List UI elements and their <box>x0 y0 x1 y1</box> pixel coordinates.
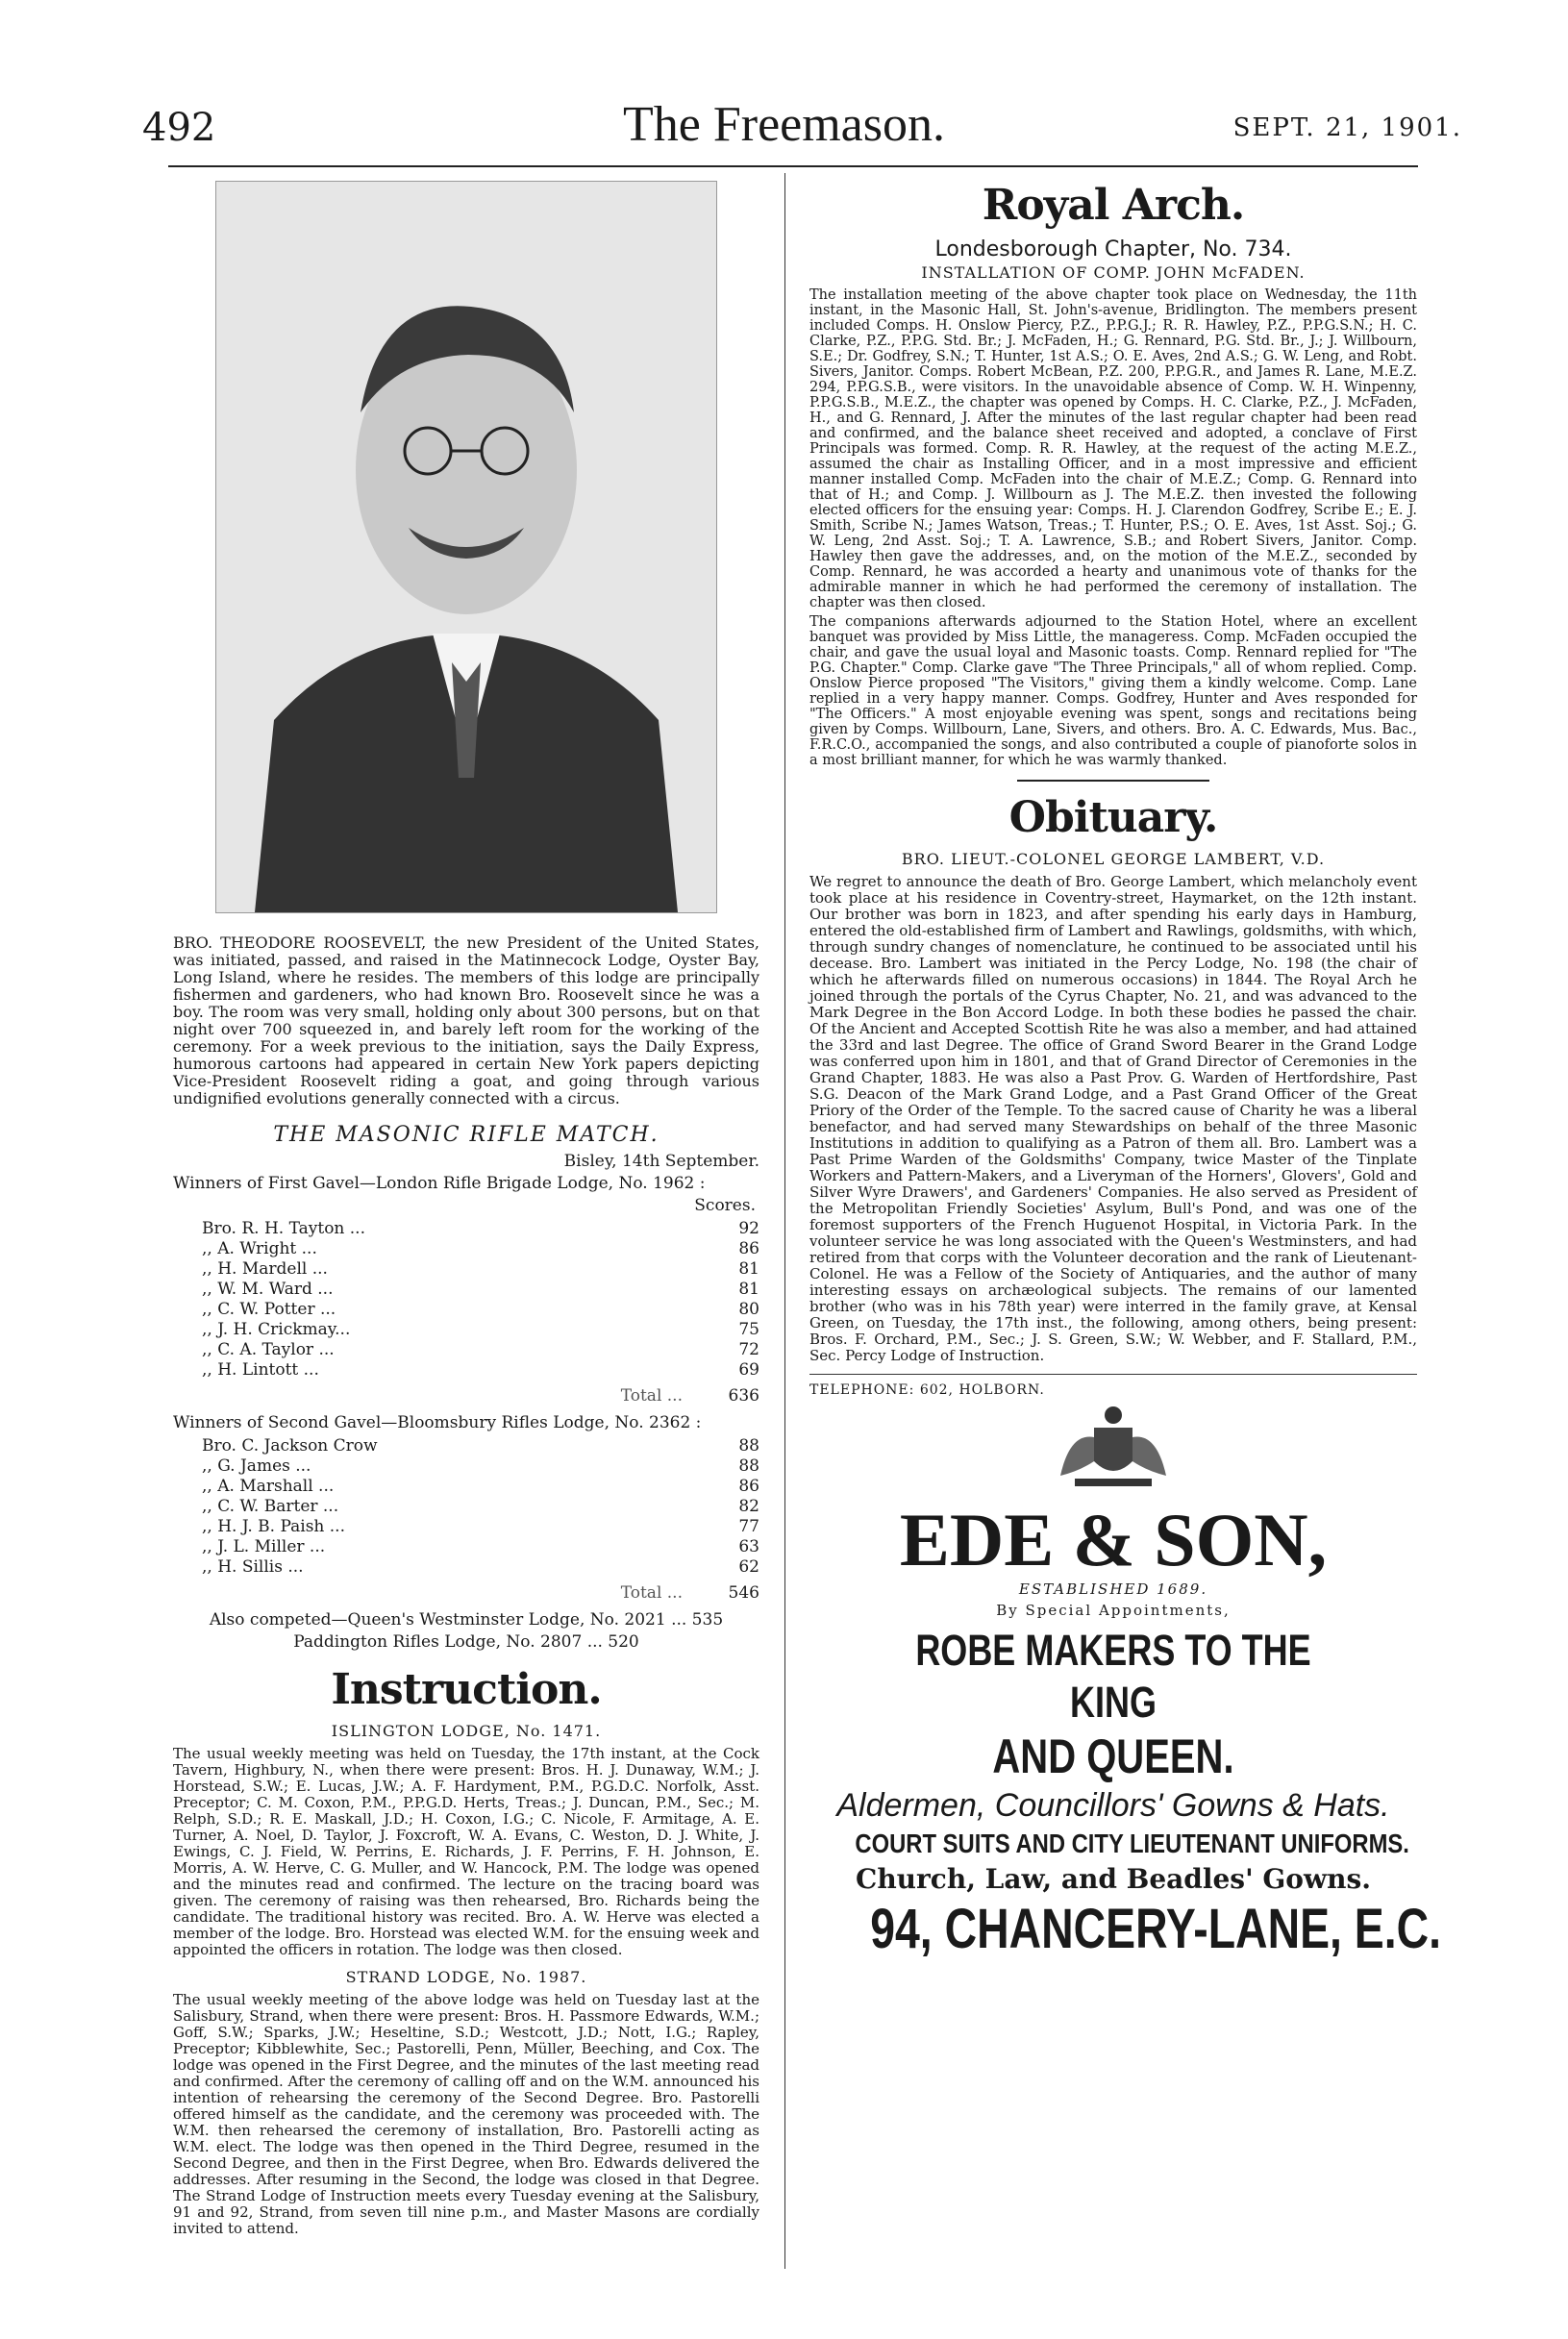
first-gavel-list <box>173 1219 759 1406</box>
score-row <box>173 1557 759 1578</box>
ad-and-queen: AND QUEEN. <box>992 1729 1234 1783</box>
shooter-name: ,, C. W. Potter ... <box>202 1300 336 1319</box>
also-competed-1: Also competed—Queen's Westminster Lodge, No. 2021 ... 535 <box>209 1610 724 1630</box>
score-row <box>173 1517 759 1537</box>
newspaper-title: The Freemason. <box>622 97 945 152</box>
islington-report: The usual weekly meeting was held on Tuesday, the 17th instant, at the Cock Tavern, Highbury, N., when there were present: Bros. H. J. Dunaway, W.M.; J. Horstead, S.W.; E. Lucas, J.W.; A. F. Hardyment, P.M., P.G.D.C. Norfolk, Asst. Preceptor; C. M. Coxon, P.M., P.P.G.D. Herts, Treas.; J. Duncan, P.M., Sec.; M. Relph, S.D.; R. E. Maskall, J.D.; H. Coxon, I.G.; C. Nicole, F. Armitage, A. E. Turner, A. Noel, D. Taylor, J. Foxcroft, W. A. Evans, C. Weston, D. J. White, J. Ewings, C. J. Field, W. Perrins, E. Richards, J. F. Perrins, F. H. Johnson, E. Morris, A. W. Herve, C. G. Muller, and W. Hancock, P.M. The lodge was opened and the minutes read and confirmed. The lecture on the tracing board was given. The ceremony of raising was then rehearsed, Bro. Richards being the candidate. The traditional history was recited. Bro. A. W. Herve was elected a member of the lodge. Bro. Horstead was elected W.M. for the ensuing week and appointed the officers in rotation. The lodge was then closed. <box>173 1745 759 1958</box>
shooter-score: 77 <box>738 1517 759 1536</box>
total-label: Total ... <box>620 1583 683 1603</box>
shooter-name: ,, C. A. Taylor ... <box>202 1340 335 1359</box>
royal-arch-banquet: The companions afterwards adjourned to the Station Hotel, where an excellent banquet was provided by Miss Little, the manageress. Comp. McFaden occupied the chair, and gave the usual loyal and Masonic toasts. Comp. Rennard replied for "The P.G. Chapter." Comp. Clarke gave "The Three Principals," all of whom replied. Comp. Onslow Pierce proposed "The Visitors," giving them a kindly welcome. Comp. Lane replied in a very happy manner. Comps. Godfrey, Hunter and Aves responded for "The Officers." A most enjoyable evening was spent, songs and recitations being given by Comps. Willbourn, Lane, Sivers, and others. Bro. A. C. Edwards, Mus. Bac., F.R.C.O., accompanied the songs, and also contributed a couple of pianoforte solos in a most brilliant manner, for which he was warmly thanked. <box>809 614 1417 768</box>
ad-telephone: TELEPHONE: 602, HOLBORN. <box>809 1382 1045 1398</box>
first-total: 636 <box>728 1386 759 1406</box>
installation-subhead: INSTALLATION OF COMP. JOHN McFADEN. <box>921 263 1306 282</box>
shooter-name: ,, H. Sillis ... <box>202 1557 304 1577</box>
shooter-score: 72 <box>738 1340 759 1359</box>
shooter-score: 86 <box>738 1239 759 1258</box>
score-row <box>173 1477 759 1497</box>
shooter-score: 92 <box>738 1219 759 1238</box>
royal-crest <box>809 1404 1417 1494</box>
ad-robe-makers: ROBE MAKERS TO THE KING <box>915 1626 1311 1727</box>
shooter-name: ,, H. Lintott ... <box>202 1360 319 1380</box>
ad-firm-name: EDE & SON, <box>899 1498 1328 1581</box>
ad-court-suits: COURT SUITS AND CITY LIEUTENANT UNIFORMS. <box>855 1829 1409 1858</box>
shooter-score: 82 <box>738 1497 759 1516</box>
shooter-name: ,, G. James ... <box>202 1456 311 1476</box>
issue-date: SEPT. 21, 1901. <box>1232 113 1462 142</box>
first-gavel-title: Winners of First Gavel—London Rifle Brigade Lodge, No. 1962 : <box>173 1174 706 1193</box>
royal-arms-icon <box>1041 1404 1185 1490</box>
rifle-match-heading: THE MASONIC RIFLE MATCH. <box>273 1123 660 1147</box>
shooter-name: Bro. R. H. Tayton ... <box>202 1219 365 1238</box>
shooter-score: 62 <box>738 1557 759 1577</box>
shooter-name: ,, W. M. Ward ... <box>202 1280 334 1299</box>
royal-arch-heading: Royal Arch. <box>982 181 1245 230</box>
obituary-subhead: BRO. LIEUT.-COLONEL GEORGE LAMBERT, V.D. <box>901 850 1326 868</box>
shooter-score: 88 <box>738 1436 759 1456</box>
second-gavel-list <box>173 1436 759 1604</box>
royal-arch-report: The installation meeting of the above chapter took place on Wednesday, the 11th instant, in the Masonic Hall, St. John's-avenue, Bridlington. The members present included Comps. H. Onslow Piercy, P.Z., P.P.G.J.; R. R. Hawley, P.Z., P.P.G.S.N.; H. C. Clarke, P.Z., P.P.G. Std. Br.; J. McFaden, H.; G. Rennard, P.G. Std. Br., J.; J. Willbourn, S.E.; Dr. Godfrey, S.N.; T. Hunter, 1st A.S.; O. E. Aves, 2nd A.S.; G. W. Leng, and Robt. Sivers, Janitor. Comps. Robert McBean, P.Z. 200, P.P.G.R., and James R. Lane, M.E.Z. 294, P.P.G.S.B., were visitors. In the unavoidable absence of Comp. W. H. Winpenny, P.P.G.S.B., M.E.Z., the chapter was opened by Comps. H. C. Clarke, P.Z., J. McFaden, H., and G. Rennard, J. After the minutes of the last regular chapter had been read and confirmed, and the balance sheet received and adopted, a conclave of First Principals was formed. Comp. R. R. Hawley, at the request of the acting M.E.Z., assumed the chair as Installing Officer, and in a most impressive and efficient manner installed Comp. McFaden into the chair of M.E.Z.; Comp. G. Rennard into that of H.; and Comp. J. Willbourn as J. The M.E.Z. then invested the following elected officers for the ensuing year: Comps. H. J. Clarendon Godfrey, Scribe E.; E. J. Smith, Scribe N.; James Watson, Treas.; T. Hunter, P.S.; O. E. Aves, 1st Asst. Soj.; G. W. Leng, 2nd Asst. Soj.; T. A. Lawrence, S.B.; and Robert Sivers, Janitor. Comp. Hawley then gave the addresses, and, on the motion of the M.E.Z., seconded by Comp. Rennard, he was accorded a hearty and unanimous vote of thanks for the admirable manner in which he had performed the ceremony of installation. The chapter was then closed. <box>809 287 1417 610</box>
shooter-name: ,, A. Wright ... <box>202 1239 317 1258</box>
shooter-name: Bro. C. Jackson Crow <box>202 1436 378 1456</box>
strand-report: The usual weekly meeting of the above lodge was held on Tuesday last at the Salisbury, Strand, when there were present: Bros. H. Passmore Edwards, W.M.; Goff, S.W.; Sparks, J.W.; Heseltine, S.D.; Westcott, J.D.; Nott, I.G.; Rapley, Preceptor; Kibblewhite, Sec.; Pastorelli, Penn, Müller, Beeching, and Cox. The lodge was opened in the First Degree, and the minutes of the last meeting read and confirmed. After the ceremony of calling off and on the W.M. announced his intention of rehearsing the ceremony of the Second Degree. Bro. Pastorelli offered himself as the candidate, and the ceremony was proceeded with. The W.M. then rehearsed the ceremony of installation, Bro. Pastorelli acting as W.M. elect. The lodge was then opened in the Third Degree, resumed in the Second Degree, and then in the First Degree, when Bro. Edwards delivered the addresses. After resuming in the Second, the lodge was closed in that Degree. The Strand Lodge of Instruction meets every Tuesday evening at the Salisbury, 91 and 92, Strand, from seven till nine p.m., and Master Masons are cordially invited to attend. <box>173 1991 759 2237</box>
header-rule <box>168 165 1418 167</box>
also-competed-2: Paddington Rifles Lodge, No. 2807 ... 520 <box>293 1632 639 1652</box>
scores-label: Scores. <box>694 1196 756 1215</box>
shooter-score: 63 <box>738 1537 759 1556</box>
obituary-text: We regret to announce the death of Bro. George Lambert, which melancholy event took place at his residence in Coventry-street, Haymarket, on the 12th instant. Our brother was born in 1823, and after spending his early days in Hamburg, entered the old-established firm of Lambert and Rawlings, goldsmiths, with which, through sundry changes of nomenclature, he continued to be associated until his decease. Bro. Lambert was initiated in the Percy Lodge, No. 198 (the chair of which he afterwards filled on numerous occasions) in 1844. The Royal Arch he joined through the portals of the Cyrus Chapter, No. 21, and was advanced to the Mark Degree in the Bon Accord Lodge. In both these bodies he passed the chair. Of the Ancient and Accepted Scottish Rite he was also a member, and had attained the 33rd and last Degree. The office of Grand Sword Bearer in the Grand Lodge was conferred upon him in 1801, and that of Grand Director of Ceremonies in the Grand Chapter, 1883. He was also a Past Prov. G. Warden of Hertfordshire, Past S.G. Deacon of the Mark Grand Lodge, and a Past Grand Officer of the Great Priory of the Order of the Temple. To the sacred cause of Charity he was a liberal benefactor, and had served many Stewardships on behalf of the three Masonic Institutions in addition to qualifying as a Patron of them all. Bro. Lambert was a Past Prime Warden of the Goldsmiths' Company, twice Master of the Tinplate Workers and Pattern-Makers, and a Liveryman of the Horners', Glovers', Gold and Silver Wyre Drawers', and Gardeners' Companies. He also served as President of the Metropolitan Friendly Societies' Asylum, Bull's Pond, and was one of the foremost supporters of the French Huguenot Hospital, in Victoria Park. In the volunteer service he was long associated with the Queen's Westminsters, and had retired from that corps with the Volunteer decoration and the rank of Lieutenant-Colonel. He was a Fellow of the Society of Antiquaries, and the author of many interesting essays on archæological subjects. The remains of our lamented brother (who was in his 78th year) were interred in the family grave, at Kensal Green, on Tuesday, the 17th inst., the following, among others, being present: Bros. F. Orchard, P.M., Sec.; J. S. Green, S.W.; W. Webber, and F. Stallard, P.M., Sec. Percy Lodge of Instruction. <box>809 873 1417 1364</box>
shooter-name: ,, C. W. Barter ... <box>202 1497 339 1516</box>
ad-aldermen: Aldermen, Councillors' Gowns & Hats. <box>836 1787 1390 1824</box>
second-total: 546 <box>728 1583 759 1603</box>
shooter-score: 81 <box>738 1259 759 1279</box>
score-row <box>173 1497 759 1517</box>
score-row <box>173 1239 759 1259</box>
section-rule <box>1017 780 1209 782</box>
score-row <box>173 1320 759 1340</box>
islington-heading: ISLINGTON LODGE, No. 1471. <box>331 1722 602 1740</box>
score-row <box>173 1456 759 1477</box>
shooter-score: 80 <box>738 1300 759 1319</box>
shooter-name: ,, H. J. B. Paish ... <box>202 1517 345 1536</box>
total-label: Total ... <box>620 1386 683 1406</box>
score-row <box>173 1436 759 1456</box>
page-number: 492 <box>142 106 216 150</box>
instruction-heading: Instruction. <box>331 1665 602 1714</box>
score-row <box>173 1219 759 1239</box>
shooter-score: 69 <box>738 1360 759 1380</box>
obituary-heading: Obituary. <box>1008 793 1218 842</box>
shooter-name: ,, A. Marshall ... <box>202 1477 335 1496</box>
chapter-name: Londesborough Chapter, No. 734. <box>934 237 1292 261</box>
total-row <box>173 1386 759 1406</box>
ad-appointments: By Special Appointments, <box>996 1602 1231 1619</box>
shooter-score: 86 <box>738 1477 759 1496</box>
left-column <box>173 181 759 2241</box>
score-row <box>173 1259 759 1280</box>
ad-established: ESTABLISHED 1689. <box>1018 1580 1208 1598</box>
roosevelt-caption: BRO. THEODORE ROOSEVELT, the new President of the United States, was initiated, passed, and raised in the Matinnecock Lodge, Oyster Bay, Long Island, where he resides. The members of this lodge are principally fishermen and gardeners, who had known Bro. Roosevelt since he was a boy. The room was very small, holding only about 300 persons, but on that night over 700 squeezed in, and barely left room for the working of the ceremony. For a week previous to the initiation, says the Daily Express, humorous cartoons had appeared in certain New York papers depicting Vice-President Roosevelt riding a goat, and going through various undignified evolutions generally connected with a circus. <box>173 933 759 1107</box>
portrait-illustration <box>216 182 716 912</box>
ad-rule <box>809 1374 1417 1375</box>
total-row <box>173 1583 759 1604</box>
shooter-score: 75 <box>738 1320 759 1339</box>
ad-address: 94, CHANCERY-LANE, E.C. <box>870 1898 1442 1960</box>
shooter-name: ,, J. H. Crickmay... <box>202 1320 351 1339</box>
score-row <box>173 1537 759 1557</box>
shooter-score: 88 <box>738 1456 759 1476</box>
right-column <box>809 181 1442 1961</box>
score-row <box>173 1280 759 1300</box>
second-gavel-title: Winners of Second Gavel—Bloomsbury Rifles Lodge, No. 2362 : <box>173 1413 702 1432</box>
shooter-name: ,, H. Mardell ... <box>202 1259 328 1279</box>
score-row <box>173 1360 759 1381</box>
column-divider <box>784 173 785 2269</box>
shooter-score: 81 <box>738 1280 759 1299</box>
ad-church-gowns: Church, Law, and Beadles' Gowns. <box>856 1863 1371 1895</box>
shooter-name: ,, J. L. Miller ... <box>202 1537 326 1556</box>
rifle-place-date: Bisley, 14th September. <box>563 1152 759 1171</box>
roosevelt-portrait <box>215 181 717 913</box>
score-row <box>173 1340 759 1360</box>
score-row <box>173 1300 759 1320</box>
strand-heading: STRAND LODGE, No. 1987. <box>345 1968 587 1986</box>
